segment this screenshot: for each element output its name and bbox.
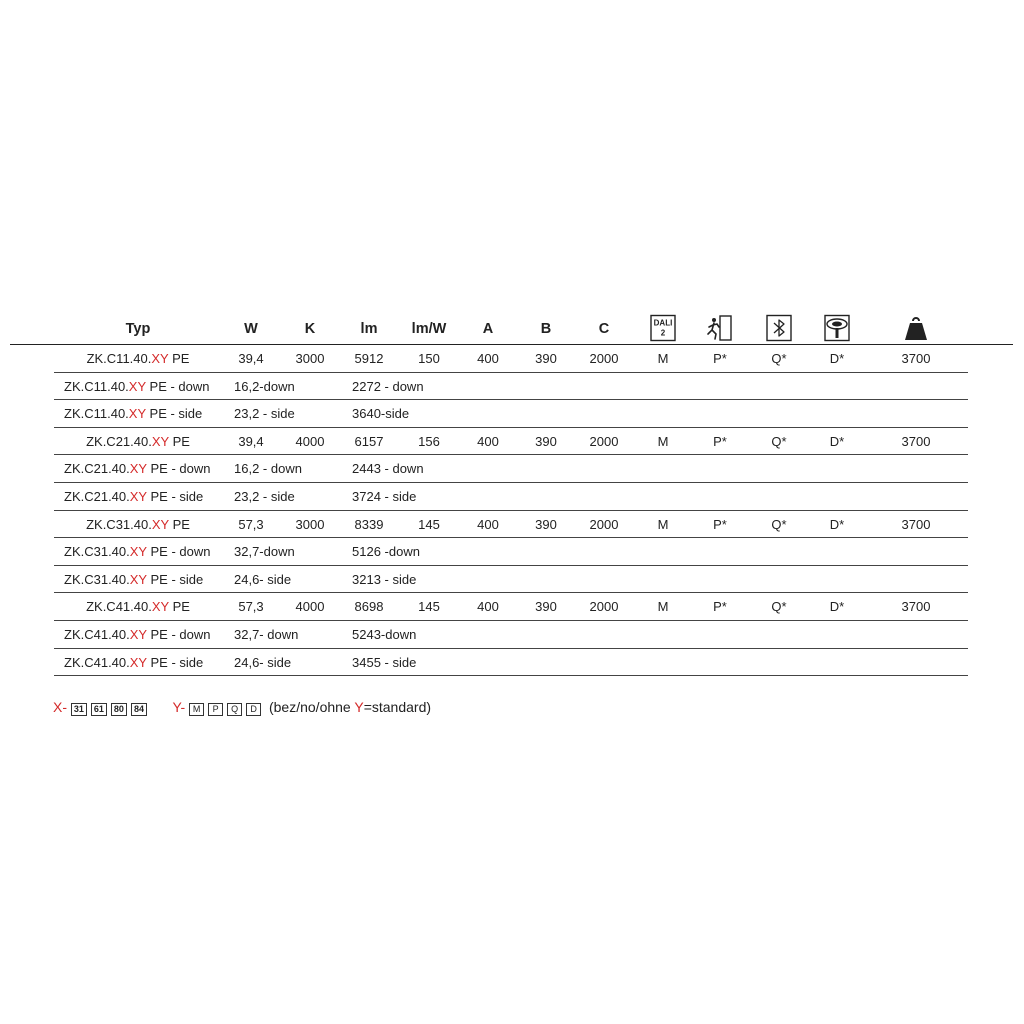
typ-code: ZK.C31.40. <box>64 544 130 560</box>
typ-suffix: PE <box>168 516 190 532</box>
cell-typ <box>64 483 203 510</box>
cell-a: 400 <box>477 351 499 366</box>
sensor-icon <box>823 314 851 342</box>
col-b-header: B <box>540 321 552 337</box>
cell-lmw: 156 <box>418 433 440 449</box>
cell-c: 2000 <box>589 351 619 366</box>
cell-typ <box>64 400 202 427</box>
legend-y-label: Y- <box>172 699 186 715</box>
typ-code: ZK.C11.40. <box>64 378 129 394</box>
cell-typ <box>86 593 190 620</box>
legend <box>53 696 431 719</box>
typ-xy: XY <box>151 433 169 449</box>
cell-b: 390 <box>535 433 557 449</box>
typ-code: ZK.C41.40. <box>64 654 130 670</box>
cell-sensor: D* <box>829 433 845 449</box>
cell-w: 23,2 - side <box>234 488 295 504</box>
legend-y-options <box>189 697 265 719</box>
cell-c: 2000 <box>589 433 619 449</box>
typ-code: ZK.C31.40. <box>64 571 130 587</box>
product-table <box>0 345 1024 676</box>
cell-w: 39,4 <box>238 433 264 449</box>
typ-suffix: PE - side <box>145 406 203 422</box>
cell-bt: Q* <box>771 351 787 366</box>
typ-xy: XY <box>129 626 147 642</box>
cell-typ <box>64 566 203 593</box>
cell-w: 57,3 <box>238 516 264 532</box>
typ-suffix: PE - down <box>146 461 211 477</box>
table-row <box>54 621 968 649</box>
cell-exit: P* <box>713 599 727 615</box>
cell-lm: 2443 - down <box>352 461 424 477</box>
table-row <box>54 566 968 594</box>
legend-option-box: P <box>208 703 223 716</box>
col-lm-header: lm <box>360 321 378 337</box>
dali-2-icon <box>649 314 677 342</box>
col-w-header: W <box>244 321 258 337</box>
typ-xy: XY <box>129 461 147 477</box>
cell-exit: P* <box>713 351 727 366</box>
cell-w: 57,3 <box>238 599 264 615</box>
cell-lmw: 145 <box>418 516 440 532</box>
cell-k: 4000 <box>295 433 325 449</box>
col-a-header: A <box>482 321 494 337</box>
cell-lm: 3455 - side <box>352 654 417 670</box>
cell-typ <box>87 345 190 372</box>
cell-typ <box>64 373 210 400</box>
table-row <box>54 428 968 456</box>
cell-w: 16,2 - down <box>234 461 302 477</box>
legend-note-post: =standard) <box>363 699 432 715</box>
table-header <box>0 314 1024 344</box>
cell-dali: M <box>657 516 669 532</box>
cell-lm: 3213 - side <box>352 571 417 587</box>
cell-a: 400 <box>477 516 499 532</box>
typ-suffix: PE <box>168 599 190 615</box>
typ-suffix: PE <box>168 351 190 366</box>
table-row <box>54 400 968 428</box>
cell-w: 16,2-down <box>234 378 295 394</box>
col-k-header: K <box>304 321 316 337</box>
cell-w: 23,2 - side <box>234 406 295 422</box>
cell-sensor: D* <box>829 516 845 532</box>
cell-lmw: 145 <box>418 599 440 615</box>
typ-code: ZK.C21.40. <box>64 488 130 504</box>
cell-weight: 3700 <box>901 433 931 449</box>
cell-typ <box>64 649 203 676</box>
typ-xy: XY <box>151 516 169 532</box>
cell-typ <box>86 428 190 455</box>
cell-c: 2000 <box>589 516 619 532</box>
typ-code: ZK.C41.40. <box>64 626 130 642</box>
typ-code: ZK.C11.40. <box>64 406 129 422</box>
cell-b: 390 <box>535 599 557 615</box>
cell-typ <box>64 621 210 648</box>
typ-suffix: PE - down <box>145 378 210 394</box>
typ-suffix: PE <box>168 433 190 449</box>
legend-x-options <box>71 697 151 719</box>
typ-code: ZK.C21.40. <box>64 461 130 477</box>
cell-lm: 5243-down <box>352 626 417 642</box>
cell-dali: M <box>657 351 669 366</box>
table-row <box>54 345 968 373</box>
table-row <box>54 593 968 621</box>
typ-xy: XY <box>129 488 147 504</box>
typ-xy: XY <box>128 378 146 394</box>
cell-lm: 5126 -down <box>352 544 420 560</box>
typ-suffix: PE - side <box>146 654 204 670</box>
legend-note-pre: (bez/no/ohne <box>268 699 355 715</box>
legend-option-box: 31 <box>71 703 87 716</box>
col-typ-header: Typ <box>125 321 151 337</box>
cell-sensor: D* <box>829 351 845 366</box>
cell-weight: 3700 <box>901 599 931 615</box>
typ-suffix: PE - down <box>146 626 211 642</box>
cell-exit: P* <box>713 516 727 532</box>
cell-w: 32,7-down <box>234 544 295 560</box>
table-row <box>54 483 968 511</box>
cell-lm: 8339 <box>354 516 384 532</box>
cell-w: 39,4 <box>238 351 264 366</box>
cell-lm: 8698 <box>354 599 384 615</box>
cell-dali: M <box>657 433 669 449</box>
legend-x-label: X- <box>53 699 67 715</box>
cell-lm: 5912 <box>354 351 384 366</box>
typ-code: ZK.C31.40. <box>86 516 152 532</box>
table-row <box>54 538 968 566</box>
cell-weight: 3700 <box>901 351 931 366</box>
cell-bt: Q* <box>771 599 787 615</box>
legend-option-box: 84 <box>131 703 147 716</box>
typ-xy: XY <box>129 544 147 560</box>
cell-a: 400 <box>477 433 499 449</box>
typ-suffix: PE - down <box>146 544 211 560</box>
legend-option-box: 80 <box>111 703 127 716</box>
cell-b: 390 <box>535 516 557 532</box>
cell-lmw: 150 <box>418 351 440 366</box>
cell-k: 4000 <box>295 599 325 615</box>
typ-code: ZK.C21.40. <box>86 433 152 449</box>
weight-icon <box>902 314 930 342</box>
emergency-exit-icon <box>706 314 734 342</box>
typ-code: ZK.C41.40. <box>86 599 152 615</box>
col-c-header: C <box>598 321 610 337</box>
legend-note-y: Y <box>354 699 364 715</box>
cell-k: 3000 <box>295 351 325 366</box>
table-row <box>54 373 968 401</box>
typ-xy: XY <box>151 351 169 366</box>
typ-xy: XY <box>129 571 147 587</box>
typ-xy: XY <box>129 654 147 670</box>
col-lmw-header: lm/W <box>411 321 447 337</box>
legend-option-box: 61 <box>91 703 107 716</box>
cell-c: 2000 <box>589 599 619 615</box>
cell-bt: Q* <box>771 516 787 532</box>
table-row <box>54 455 968 483</box>
cell-sensor: D* <box>829 599 845 615</box>
table-row <box>54 649 968 677</box>
typ-xy: XY <box>128 406 146 422</box>
cell-b: 390 <box>535 351 557 366</box>
bluetooth-icon <box>765 314 793 342</box>
cell-lm: 6157 <box>354 433 384 449</box>
cell-exit: P* <box>713 433 727 449</box>
cell-lm: 3724 - side <box>352 488 417 504</box>
cell-typ <box>64 538 210 565</box>
cell-lm: 3640-side <box>352 406 410 422</box>
cell-k: 3000 <box>295 516 325 532</box>
cell-a: 400 <box>477 599 499 615</box>
cell-lm: 2272 - down <box>352 378 424 394</box>
cell-typ <box>64 455 210 482</box>
table-row <box>54 511 968 539</box>
cell-w: 24,6- side <box>234 654 292 670</box>
cell-w: 32,7- down <box>234 626 299 642</box>
cell-w: 24,6- side <box>234 571 292 587</box>
typ-suffix: PE - side <box>146 571 204 587</box>
dali-icon-number: 2 <box>660 328 666 338</box>
cell-dali: M <box>657 599 669 615</box>
typ-xy: XY <box>151 599 169 615</box>
cell-typ <box>86 511 190 538</box>
legend-option-box: D <box>246 703 261 716</box>
dali-icon-label: DALI <box>653 318 673 328</box>
cell-bt: Q* <box>771 433 787 449</box>
typ-suffix: PE - side <box>146 488 204 504</box>
legend-option-box: Q <box>227 703 242 716</box>
typ-code: ZK.C11.40. <box>86 351 152 366</box>
cell-weight: 3700 <box>901 516 931 532</box>
legend-option-box: M <box>189 703 204 716</box>
